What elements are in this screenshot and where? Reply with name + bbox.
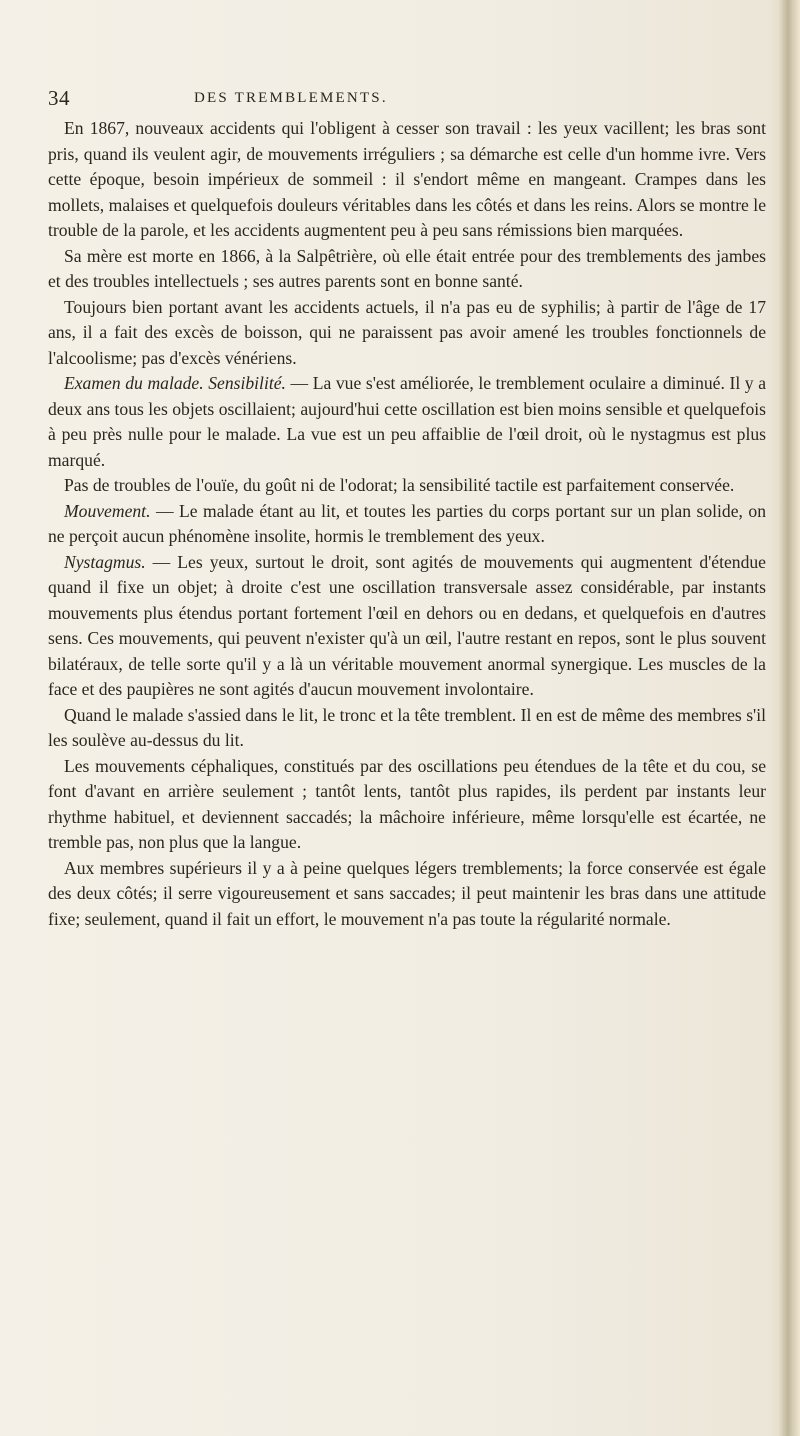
paragraph-10: Aux membres supérieurs il y a à peine quelques légers tremblements; la force conservée est égale des deux côtés; il serre vigoureusement et sans saccades; il peut maintenir les bras dans une attitude fixe; seulement, quand il fait un effort, le mouvement n'a pas toute la régularité normale.: [48, 857, 766, 929]
paragraph-9: Les mouvements céphaliques, constitués par des oscillations peu étendues de la tête et du cou, se font d'avant en arrière seulement ; tantôt lents, tantôt plus rapides, ils perdent par instants leur rhythme habituel, et deviennent saccadés; la mâchoire inférieure, même lorsqu'elle est écartée, ne tremble pas, non plus que la langue.: [48, 755, 766, 852]
paragraph-7: [48, 550, 766, 703]
section-heading-nystagmus: Nystagmus.: [64, 551, 146, 572]
page-header: [48, 86, 748, 110]
paragraph-4: [48, 371, 766, 473]
page-number: 34: [48, 86, 70, 110]
paragraph-4-text: — La vue s'est améliorée, le tremblement oculaire a diminué. Il y a deux ans tous les objets oscillaient; aujourd'hui cette oscillation est bien moins sensible et quelquefois à peu près nulle pour le malade. La vue est un peu affaiblie de l'œil droit, où le nystagmus est plus marqué.: [48, 373, 767, 470]
paragraph-2: Sa mère est morte en 1866, à la Salpêtrière, où elle était entrée pour des tremblements des jambes et des troubles intellectuels ; ses autres parents sont en bonne santé.: [48, 245, 766, 291]
paragraph-8: Quand le malade s'assied dans le lit, le tronc et la tête tremblent. Il en est de même des membres s'il les soulève au-dessus du lit.: [48, 704, 766, 750]
section-heading-examen: Examen du malade. Sensibilité.: [64, 373, 286, 393]
section-heading-mouvement: Mouvement.: [64, 500, 151, 521]
paragraph-3: Toujours bien portant avant les accidents actuels, il n'a pas eu de syphilis; à partir de l'âge de 17 ans, il a fait des excès de boisson, qui ne paraissent pas avoir amené les troubles fonctionnels de l'alcoolisme; pas d'excès vénériens.: [48, 296, 766, 368]
paragraph-7-text: — Les yeux, surtout le droit, sont agités de mouvements qui augmentent d'étendue quand il fixe un objet; à droite c'est une oscillation transversale assez considérable, par instants mouvements plus étendus portant fortement l'œil en dehors ou en dedans, et quelquefois en d'autres sens. Ces mouvements, qui peuvent n'exister qu'à un œil, l'autre restant en repos, sont le plus souvent bilatéraux, de telle sorte qu'il y a là un véritable mouvement anormal synergique. Les muscles de la face et des paupières ne sont agités d'aucun mouvement involontaire.: [48, 551, 766, 699]
paragraph-5: Pas de troubles de l'ouïe, du goût ni de l'odorat; la sensibilité tactile est parfaitement conservée.: [64, 475, 735, 495]
paragraph-6: [48, 499, 766, 550]
body-text: [48, 116, 766, 932]
page-spine-edge: [778, 0, 800, 1436]
paragraph-1: En 1867, nouveaux accidents qui l'obligent à cesser son travail : les yeux vacillent; les bras sont pris, quand ils veulent agir, de mouvements irréguliers ; sa démarche est celle d'un homme ivre. Vers cette époque, besoin impérieux de sommeil : il s'endort même en mangeant. Crampes dans les mollets, malaises et quelquefois douleurs véritables dans les côtés et dans les reins. Alors se montre le trouble de la parole, et les accidents augmentent peu à peu sans rémissions bien marquées.: [48, 118, 766, 240]
paragraph-6-text: — Le malade étant au lit, et toutes les parties du corps portant sur un plan solide, on ne perçoit aucun phénomène insolite, hormis le tremblement des yeux.: [48, 500, 766, 546]
running-title: DES TREMBLEMENTS.: [194, 90, 388, 106]
